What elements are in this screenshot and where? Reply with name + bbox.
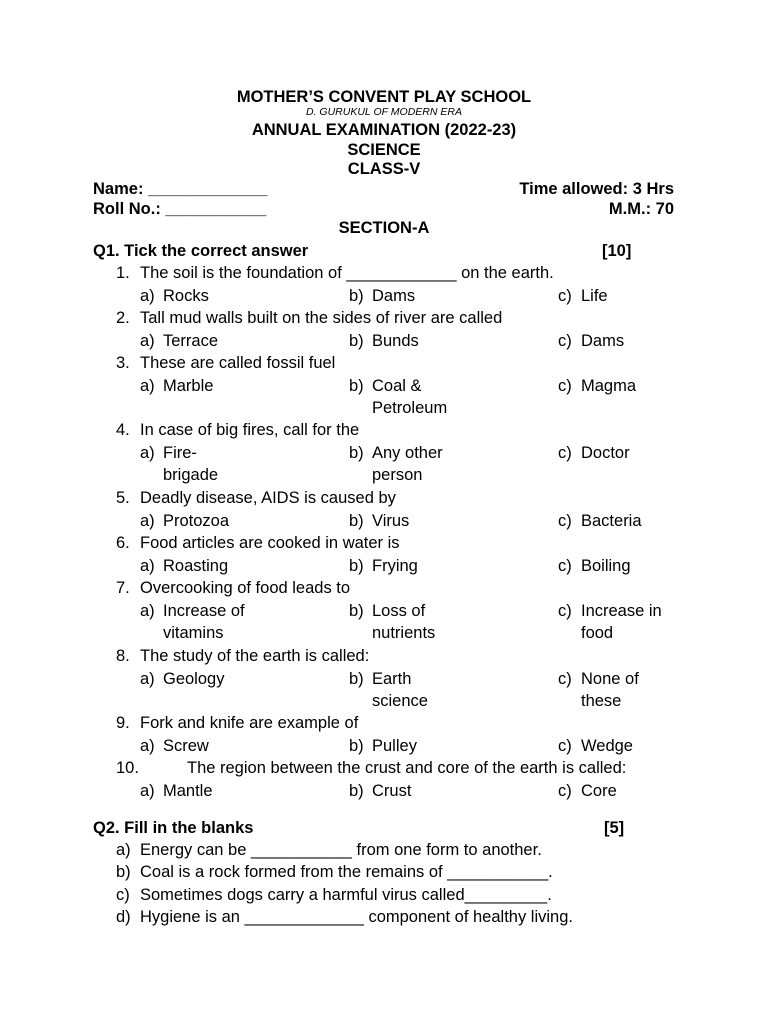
option-label-a: a) bbox=[140, 331, 155, 350]
option-label-c: c) bbox=[558, 601, 572, 620]
blank-item-text: Hygiene is an _____________ component of healthy living. bbox=[140, 908, 573, 926]
option-label-a: a) bbox=[140, 511, 155, 530]
roll-number-field: Roll No.: ___________ bbox=[93, 200, 267, 218]
option-label-b: b) bbox=[349, 556, 364, 575]
option-c-text[interactable]: Magma bbox=[581, 376, 637, 395]
option-b-text[interactable]: Crust bbox=[372, 781, 412, 800]
name-field: Name: _____________ bbox=[93, 180, 268, 198]
option-b-text[interactable]: Earth bbox=[372, 669, 412, 688]
question-number: 8. bbox=[116, 647, 130, 665]
blank-item-text: Coal is a rock formed from the remains of ___________. bbox=[140, 863, 553, 881]
option-b-text[interactable]: Pulley bbox=[372, 736, 417, 755]
option-b-text[interactable]: Dams bbox=[372, 286, 416, 305]
question-number: 6. bbox=[116, 534, 130, 552]
subject-title: SCIENCE bbox=[347, 141, 421, 159]
option-c-text[interactable]: Doctor bbox=[581, 443, 630, 462]
option-label-c: c) bbox=[558, 781, 572, 800]
question-number: 2. bbox=[116, 309, 130, 327]
question-number: 1. bbox=[116, 264, 130, 282]
option-c-text[interactable]: Bacteria bbox=[581, 511, 642, 530]
option-label-a: a) bbox=[140, 736, 155, 755]
option-b-text[interactable]: Petroleum bbox=[372, 399, 448, 417]
option-c-text[interactable]: Dams bbox=[581, 331, 625, 350]
option-a-text[interactable]: Marble bbox=[163, 376, 214, 395]
option-label-c: c) bbox=[558, 331, 572, 350]
question-text: The region between the crust and core of the earth is called: bbox=[187, 759, 627, 777]
question-number: 10. bbox=[116, 759, 139, 777]
question-text: In case of big fires, call for the bbox=[140, 421, 360, 439]
option-label-a: a) bbox=[140, 556, 155, 575]
school-name: MOTHER’S CONVENT PLAY SCHOOL bbox=[236, 88, 532, 106]
option-label-a: a) bbox=[140, 376, 155, 395]
question-text: Food articles are cooked in water is bbox=[140, 534, 400, 552]
option-c-text[interactable]: food bbox=[581, 624, 614, 642]
maximum-marks: M.M.: 70 bbox=[608, 200, 674, 218]
option-a-text[interactable]: brigade bbox=[163, 466, 219, 484]
option-label-c: c) bbox=[558, 376, 572, 395]
option-label-b: b) bbox=[349, 286, 364, 305]
option-b-text[interactable]: Any other bbox=[372, 443, 443, 462]
option-a-text[interactable]: Mantle bbox=[163, 781, 213, 800]
school-tagline: D. GURUKUL OF MODERN ERA bbox=[306, 106, 462, 118]
option-label-b: b) bbox=[349, 511, 364, 530]
option-label-a: a) bbox=[140, 601, 155, 620]
option-label-b: b) bbox=[349, 443, 364, 462]
option-c-text[interactable]: Core bbox=[581, 781, 617, 800]
question-number: 5. bbox=[116, 489, 130, 507]
option-b-text[interactable]: science bbox=[372, 692, 428, 710]
option-c-text[interactable]: None of bbox=[581, 669, 639, 688]
option-b-text[interactable]: Frying bbox=[372, 556, 418, 575]
blank-item-label: b) bbox=[116, 863, 131, 881]
blank-item-label: d) bbox=[116, 908, 131, 926]
question-number: 4. bbox=[116, 421, 130, 439]
option-c-text[interactable]: Life bbox=[581, 286, 608, 305]
time-allowed: Time allowed: 3 Hrs bbox=[519, 180, 674, 198]
q2-title: Q2. Fill in the blanks bbox=[93, 819, 254, 837]
exam-title: ANNUAL EXAMINATION (2022-23) bbox=[251, 121, 517, 139]
option-label-a: a) bbox=[140, 443, 155, 462]
option-label-b: b) bbox=[349, 781, 364, 800]
option-b-text[interactable]: nutrients bbox=[372, 624, 436, 642]
q2-marks: [5] bbox=[604, 819, 625, 837]
option-label-c: c) bbox=[558, 556, 572, 575]
q1-marks: [10] bbox=[602, 242, 632, 260]
option-a-text[interactable]: Geology bbox=[163, 669, 225, 688]
option-label-c: c) bbox=[558, 669, 572, 688]
class-title: CLASS-V bbox=[347, 160, 421, 178]
option-c-text[interactable]: Wedge bbox=[581, 736, 633, 755]
question-number: 7. bbox=[116, 579, 130, 597]
option-a-text[interactable]: Terrace bbox=[163, 331, 219, 350]
option-label-b: b) bbox=[349, 669, 364, 688]
option-label-c: c) bbox=[558, 736, 572, 755]
option-label-b: b) bbox=[349, 331, 364, 350]
option-label-b: b) bbox=[349, 601, 364, 620]
option-a-text[interactable]: Fire- bbox=[163, 443, 197, 462]
blank-item-label: a) bbox=[116, 841, 131, 859]
option-label-a: a) bbox=[140, 781, 155, 800]
option-c-text[interactable]: these bbox=[581, 692, 622, 710]
option-c-text[interactable]: Increase in bbox=[581, 601, 662, 620]
question-number: 9. bbox=[116, 714, 130, 732]
option-label-c: c) bbox=[558, 443, 572, 462]
option-b-text[interactable]: Coal & bbox=[372, 376, 422, 395]
q1-title: Q1. Tick the correct answer bbox=[93, 242, 309, 260]
option-b-text[interactable]: Virus bbox=[372, 511, 410, 530]
question-text: The study of the earth is called: bbox=[140, 647, 370, 665]
blank-item-text: Energy can be ___________ from one form to another. bbox=[140, 841, 542, 859]
option-c-text[interactable]: Boiling bbox=[581, 556, 631, 575]
option-a-text[interactable]: Screw bbox=[163, 736, 209, 755]
option-a-text[interactable]: Rocks bbox=[163, 286, 209, 305]
option-a-text[interactable]: vitamins bbox=[163, 624, 224, 642]
option-label-a: a) bbox=[140, 286, 155, 305]
option-b-text[interactable]: Bunds bbox=[372, 331, 419, 350]
blank-item-label: c) bbox=[116, 886, 130, 904]
option-label-c: c) bbox=[558, 511, 572, 530]
section-title: SECTION-A bbox=[338, 219, 430, 237]
option-label-b: b) bbox=[349, 736, 364, 755]
question-text: The soil is the foundation of ____________ on the earth. bbox=[140, 264, 554, 282]
option-a-text[interactable]: Roasting bbox=[163, 556, 229, 575]
option-label-b: b) bbox=[349, 376, 364, 395]
question-text: Overcooking of food leads to bbox=[140, 579, 351, 597]
question-text: Deadly disease, AIDS is caused by bbox=[140, 489, 396, 507]
option-b-text[interactable]: person bbox=[372, 466, 423, 484]
option-b-text[interactable]: Loss of bbox=[372, 601, 426, 620]
question-text: These are called fossil fuel bbox=[140, 354, 336, 372]
question-number: 3. bbox=[116, 354, 130, 372]
option-label-c: c) bbox=[558, 286, 572, 305]
option-a-text[interactable]: Increase of bbox=[163, 601, 245, 620]
question-text: Tall mud walls built on the sides of river are called bbox=[140, 309, 503, 327]
question-text: Fork and knife are example of bbox=[140, 714, 359, 732]
option-label-a: a) bbox=[140, 669, 155, 688]
blank-item-text: Sometimes dogs carry a harmful virus called_________. bbox=[140, 886, 552, 904]
option-a-text[interactable]: Protozoa bbox=[163, 511, 230, 530]
